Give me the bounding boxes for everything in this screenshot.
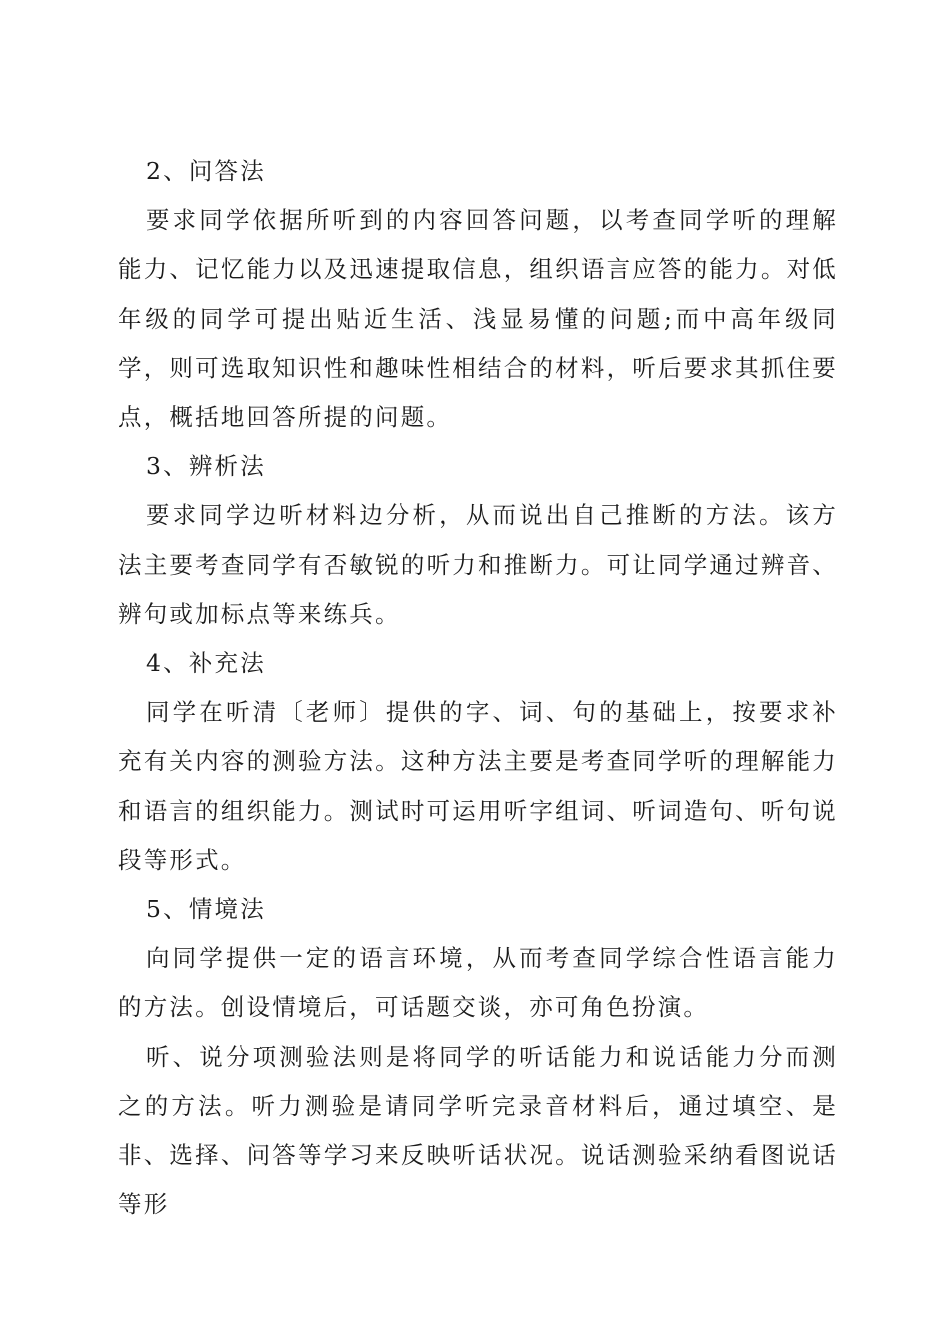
paragraph-supplement: 同学在听清〔老师〕提供的字、词、句的基础上，按要求补充有关内容的测验方法。这种方法主要是考查同学听的理解能力和语言的组织能力。测试时可运用听字组词、听词造句、听句说段等形式。 bbox=[118, 698, 838, 874]
document-body bbox=[118, 147, 838, 1229]
section-heading-discrimination: 3、辨析法 bbox=[146, 452, 266, 481]
section-heading-situation: 5、情境法 bbox=[146, 895, 266, 924]
paragraph-separate-testing: 听、说分项测验法则是将同学的听话能力和说话能力分而测之的方法。听力测验是请同学听完录音材料后，通过填空、是非、选择、问答等学习来反映听话状况。说话测验采纳看图说话等形 bbox=[118, 1042, 838, 1219]
paragraph-question-answer: 要求同学依据所听到的内容回答问题，以考查同学听的理解能力、记忆能力以及迅速提取信息，组织语言应答的能力。对低年级的同学可提出贴近生活、浅显易懂的问题;而中高年级同学，则可选取知识性和趣味性相结合的材料，听后要求其抓住要点，概括地回答所提的问题。 bbox=[118, 206, 838, 432]
section-heading-supplement: 4、补充法 bbox=[146, 649, 266, 678]
paragraph-situation: 向同学提供一定的语言环境，从而考查同学综合性语言能力的方法。创设情境后，可话题交谈，亦可角色扮演。 bbox=[118, 944, 838, 1022]
section-heading-question-answer: 2、问答法 bbox=[146, 157, 266, 185]
paragraph-discrimination: 要求同学边听材料边分析，从而说出自己推断的方法。该方法主要考查同学有否敏锐的听力和推断力。可让同学通过辨音、辨句或加标点等来练兵。 bbox=[118, 501, 838, 628]
